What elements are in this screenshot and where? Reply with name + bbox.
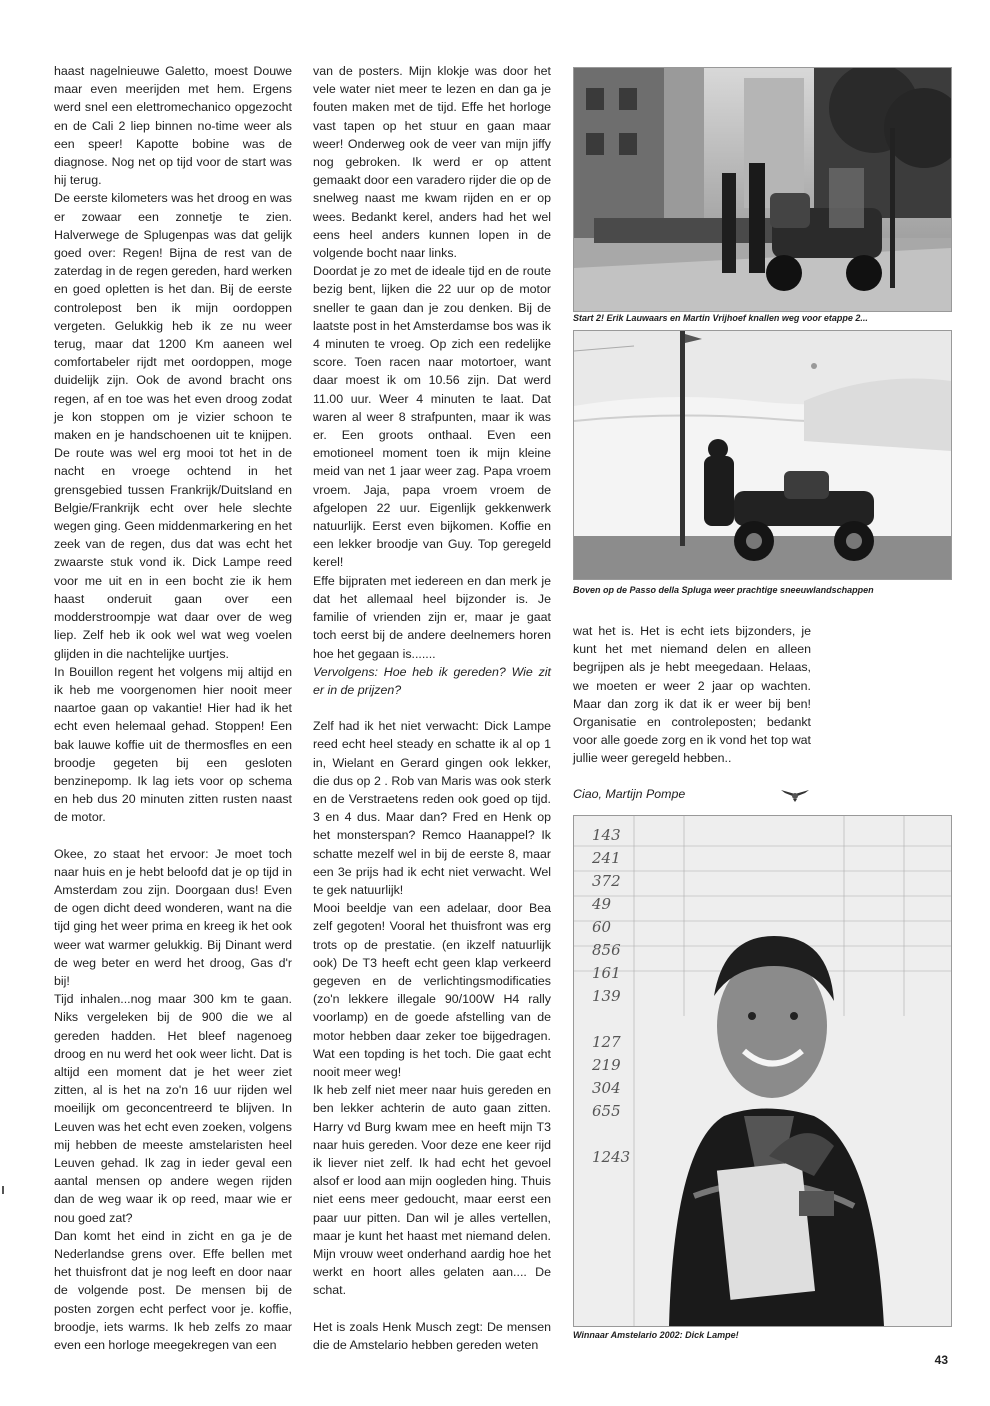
paragraph: Effe bijpraten met iedereen en dan merk je dat het allemaal heel bijzonder is. Je familie of vrienden zijn er, maar je gaat toch eerst bij de andere deelnemers horen hoe het gegaan is.......	[313, 573, 551, 661]
paragraph: haast nagelnieuwe Galetto, moest Douwe maar even meerijden met hem. Ergens werd snel een elettromechanico opgezocht en de Cali 2 liep binnen no-time weer als een speer! Kapotte bobine was de diagnose. Nog net op tijd voor de start was hij terug.	[54, 64, 292, 188]
page-number: 43	[934, 1353, 948, 1367]
photo-caption: Winnaar Amstelario 2002: Dick Lampe!	[573, 1330, 739, 1340]
paragraph: Doordat je zo met de ideale tijd en de route bezig bent, lijken die 22 uur op de motor sneller te gaan dan je zou denken. Bij de laatste post in het Amsterdamse bos was ik 4 minuten te vroeg. Op zich een redelijke score. Toen racen naar motortoer, want daar moest ik om 10.56 zijn. Dat werd 11.00 uur. Weer 4 minuten te laat. Dat waren al weer 8 strafpunten, maar ik was er. Een groots onthaal. Even een emotioneel moment toen ik mijn kleine meid van net 1 jaar weer zag. Papa vroem vroem. Jaja, papa vroem vroem de afgelopen 22 uur. Eigenlijk gekkenwerk natuurlijk. Eerst even bijkomen. Koffie en een lekker broodje van Guy. Top geregeld kerel!	[313, 264, 551, 570]
photo-caption: Boven op de Passo della Spluga weer prachtige sneeuwlandschappen	[573, 585, 874, 595]
paragraph: De eerste kilometers was het droog en was er zowaar een zonnetje te zien. Halverwege de Splugenpas was dat gelijk goed over: Regen! Bijna de rest van de zaterdag in de regen gereden, hard werken en goed opletten is het dan. Bij de eerste controlepost ben ik mijn oordoppen vergeten. Gelukkig heb ik ze nu weer terug, maar dat 1200 Km aaneen wel comfortabeler rijdt met oordoppen, moge duidelijk zijn. Ook de avond bracht ons regen, af en toe was het even droog zodat je kon stoppen om je vizier schoon te maken en je handschoenen uit te knijpen. De route was wel erg mooi tot het in de nacht en vroege ochtend in het grensgebied tussen Frankrijk/Duitsland en Belgie/Frankrijk echt over hele slechte wegen ging. Geen middenmarkering en het zeek van de regen, dus dat was echt het zwaarste stuk vond ik. Dick Lampe reed voor me uit en in een bocht zie ik hem haast onderuit gaan over een modderstroompje wat daar over de weg liep. Zelf heb ik ook wel wat weg voelen glijden in die nachtelijke uurtjes.	[54, 191, 292, 661]
scoreboard-numbers: 143 241 372 49 60 856 161 139 127 219 304 655 1243	[592, 826, 631, 1166]
photo-caption: Start 2! Erik Lauwaars en Martin Vrijhoef knallen weg voor etappe 2...	[573, 313, 868, 323]
paragraph: van de posters. Mijn klokje was door het vele water niet meer te lezen en dan ga je fouten maken met de tijd. Effe het horloge vast tapen op het stuur en gaan maar weer! Onderweg ook de veer van mijn jiffy nog gebroken. Ik werd er op attent gemaakt door een varadero rijder die op de snelweg naast me kwam rijden en er op wees. Bedankt kerel, anders had het wel eens heel anders kunnen lopen in de volgende bocht naar links.	[313, 64, 551, 261]
photo-winner	[573, 815, 952, 1327]
article-column-2	[313, 62, 551, 1354]
paragraph: Dan komt het eind in zicht en ga je de Nederlandse grens over. Effe bellen met het thuisfront dat je nog leeft en door naar de volgende post. De mensen bij de posten zorgen echt perfect voor je. koffie, broodje, iets warms. Ik heb zelfs zo maar even een horloge meegekregen van een	[54, 1228, 292, 1353]
eagle-logo-icon	[780, 786, 810, 802]
article-column-3	[573, 622, 811, 768]
paragraph: Okee, zo staat het ervoor: Je moet toch naar huis en je hebt beloofd dat je op tijd in Amsterdam zou zijn. Doorgaan dus! Even de ogen dicht deed wonderen, want na die tijd ging het weer prima en kreeg ik het ook weer wat warmer gelukkig. Bij Dinant werd de weg beter en werd het droog, Gas d'r bij!	[54, 846, 292, 988]
paragraph: Tijd inhalen...nog maar 300 km te gaan. Niks vergeleken bij de 900 die we al gereden hadden. Het bleef nagenoeg droog en nu werd het ook weer licht. Dat is altijd een moment dat je het weer ziet zitten, al is het na zo'n 16 uur rijden wel moeilijk om geconcentreerd te blijven. In Leuven was het echt even zoeken, volgens mij hebben de meeste amstelaristen heel Leuven gehad. Ik zag in ieder geval een aantal mensen op andere wegen rijden dan de weg waar ik op reed, maar wie er nou goed zat?	[54, 992, 292, 1225]
paragraph: Ik heb zelf niet meer naar huis gereden en ben lekker achterin de auto gaan zitten. Harry vd Burg kwam mee en heeft mijn T3 naar huis gereden. Voor deze ene keer rijd ik liever niet zelf. Ik had echt het gevoel alsof er lood aan mijn oogleden hing. Thuis niet eens meer gedoucht, maar eerst een paar uur pitten. Dan wil je alles vertellen, maar je kunt het haast met niemand delen. Mijn vrouw weet onderhand aardig hoe het werkt en hoort alles gelaten aan.... De schat.	[313, 1083, 551, 1298]
paragraph: wat het is. Het is echt iets bijzonders, je kunt het met niemand delen en alleen begrijpen als je hebt meegedaan. Helaas, we moeten er weer 2 jaar op wachten. Maar dan zorg ik dat ik er weer bij ben! Organisatie en controleposten; bedankt voor alle goede zorg en ik vond het top wat jullie weer geregeld hebben..	[573, 624, 811, 766]
scan-mark	[2, 1186, 4, 1194]
paragraph: Het is zoals Henk Musch zegt: De mensen die de Amstelario hebben gereden weten	[313, 1319, 551, 1352]
paragraph: Zelf had ik het niet verwacht: Dick Lampe reed echt heel steady en schatte ik al op 1 in, Wielant en Gerard gingen ook lekker, die dus op 2 . Rob van Maris was ook sterk en de Verstraetens reden ook goed op tijd. 3 en 4 dus. Maar dan? Fred en Henk op het monsterspan? Remco Haanappel? Ik schatte mezelf wel in bij de eerste 8, maar een 3e prijs had ik echt niet verwacht. Wel te gek natuurlijk!	[313, 719, 551, 897]
paragraph: Vervolgens: Hoe heb ik gereden? Wie zit er in de prijzen?	[313, 664, 551, 697]
article-column-1	[54, 62, 292, 1354]
paragraph: Mooi beeldje van een adelaar, door Bea zelf gegoten! Vooral het thuisfront was erg trots op de prestatie. (en ikzelf natuurlijk ook) De T3 heeft echt geen klap verkeerd gegeven en de verlichtingsmodificaties (zo'n lekkere illegale 90/100W H4 rally voorlamp) en de goede afstelling van de motor hebben daar zeker toe bijgedragen. Wat een topding is het toch. Die gaat echt nooit meer weg!	[313, 901, 551, 1079]
photo-start-motorcycles	[573, 67, 952, 312]
paragraph: In Bouillon regent het volgens mij altijd en ik heb me voorgenomen hier nooit meer naartoe gaan op vakantie! Hier had ik het echt even helemaal gehad. Stoppen! Een bak lauwe koffie uit de thermosfles en een broodje gegeten bij een gesloten benzinepomp. Ik lag iets voor op schema en heb dus 20 minuten zitten rusten naast de motor.	[54, 664, 292, 825]
photo-snow-pass	[573, 330, 952, 580]
author-signature: Ciao, Martijn Pompe	[573, 787, 686, 801]
